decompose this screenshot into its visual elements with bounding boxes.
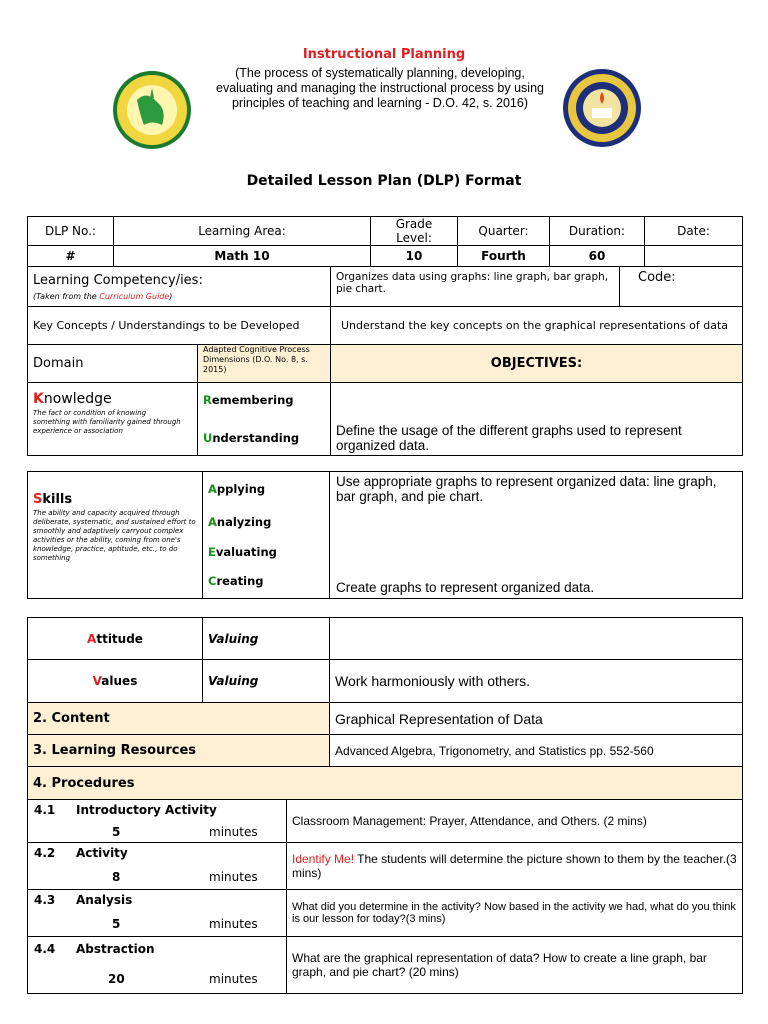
- remembering-level: [203, 393, 294, 407]
- content-label: 2. Content: [28, 703, 330, 735]
- creating-initial: C: [208, 574, 217, 588]
- learning-resources-value: Advanced Algebra, Trigonometry, and Statistics pp. 552-560: [330, 735, 743, 767]
- learning-competency-label-cell: [28, 267, 331, 307]
- school-seal-logo: [562, 68, 642, 148]
- procedure-4-3-minutes: 5: [112, 917, 121, 931]
- duration-label: Duration:: [550, 217, 645, 246]
- applying-initial: A: [208, 482, 217, 496]
- skills-objectives-cell: [330, 472, 743, 599]
- applying-level: [208, 482, 265, 496]
- lesson-plan-table-1: [27, 216, 743, 456]
- procedure-4-1-minutes-label: minutes: [209, 825, 258, 839]
- analyzing-initial: A: [208, 515, 217, 529]
- procedure-4-2-number: 4.2: [34, 846, 56, 860]
- knowledge-initial: K: [33, 391, 44, 407]
- knowledge-rest: nowledge: [43, 391, 112, 407]
- procedure-4-4-text: What are the graphical representation of data? How to create a line graph, bar graph, and pie chart? (20 mins): [287, 937, 743, 994]
- attitude-level: Valuing: [203, 618, 330, 660]
- procedure-4-4-minutes: 20: [108, 972, 125, 986]
- creating-level: [208, 574, 264, 588]
- procedure-4-3-number: 4.3: [34, 893, 56, 907]
- understanding-initial: U: [203, 431, 213, 445]
- cognitive-dimensions-label: Adapted Cognitive Process Dimensions (D.O. No. 8, s. 2015): [198, 345, 331, 383]
- skills-objective-2: Create graphs to represent organized data.: [336, 580, 595, 595]
- code-label: Code:: [620, 267, 743, 307]
- procedure-4-2-minutes: 8: [112, 870, 121, 884]
- learning-competency-value: Organizes data using graphs: line graph, bar graph, pie chart.: [331, 267, 620, 307]
- skills-initial: S: [33, 492, 43, 507]
- lesson-plan-table-3: [27, 617, 743, 994]
- values-label: [28, 660, 203, 703]
- knowledge-description: The fact or condition of knowing something with familiarity gained through experience or association: [33, 409, 181, 435]
- skills-levels-cell: [203, 472, 330, 599]
- knowledge-heading: [33, 391, 192, 407]
- procedure-4-1-cell: [28, 800, 287, 843]
- duration-value: 60: [550, 246, 645, 267]
- skills-heading: [33, 492, 197, 507]
- note-suffix: ): [169, 291, 173, 301]
- content-value: Graphical Representation of Data: [330, 703, 743, 735]
- procedure-4-4-number: 4.4: [34, 942, 56, 956]
- applying-rest: pplying: [216, 482, 266, 496]
- note-prefix: (Taken from the: [33, 291, 100, 301]
- dlp-no-value: #: [28, 246, 114, 267]
- attitude-initial: A: [87, 631, 97, 646]
- procedure-4-1-text: Classroom Management: Prayer, Attendance, and Others. (2 mins): [287, 800, 743, 843]
- evaluating-initial: E: [208, 545, 216, 559]
- procedure-4-2-cell: [28, 843, 287, 890]
- values-objective: Work harmoniously with others.: [330, 660, 743, 703]
- procedure-4-2-minutes-label: minutes: [209, 870, 258, 884]
- identify-me-highlight: Identify Me!: [292, 852, 355, 866]
- understanding-rest: nderstanding: [212, 431, 300, 445]
- procedure-4-2-title: Activity: [76, 846, 128, 860]
- dlp-no-label: DLP No.:: [28, 217, 114, 246]
- knowledge-levels-cell: [198, 383, 331, 456]
- procedure-4-2-text: The students will determine the picture shown to them by the teacher.(3 mins): [292, 852, 737, 880]
- procedure-4-4-minutes-label: minutes: [209, 972, 258, 986]
- grade-level-label: Grade Level:: [371, 217, 458, 246]
- procedure-4-1-minutes: 5: [112, 825, 121, 839]
- values-level: Valuing: [203, 660, 330, 703]
- date-value: [645, 246, 743, 267]
- knowledge-cell: [28, 383, 198, 456]
- creating-rest: reating: [216, 574, 264, 588]
- learning-resources-label: 3. Learning Resources: [28, 735, 330, 767]
- knowledge-objective: Define the usage of the different graphs used to represent organized data.: [331, 383, 743, 456]
- deped-seal-logo: [112, 70, 192, 150]
- procedure-4-1-number: 4.1: [34, 803, 56, 817]
- quarter-label: Quarter:: [458, 217, 550, 246]
- evaluating-rest: valuating: [215, 545, 277, 559]
- skills-description: The ability and capacity acquired through deliberate, systematic, and sustained effort to smoothly and adaptively carryout complex activities or the ability, coming from one's knowledge, practice, aptitude, etc., to do something: [33, 509, 196, 562]
- instructional-planning-description: (The process of systematically planning, developing, evaluating and managing the instructional process by using principles of teaching and learning - D.O. 42, s. 2016): [216, 66, 544, 110]
- grade-level-value: 10: [371, 246, 458, 267]
- quarter-value: Fourth: [458, 246, 550, 267]
- procedure-4-3-text: What did you determine in the activity? Now based in the activity we had, what do you think is our lesson for today?(3 mins): [287, 890, 743, 937]
- remembering-rest: emembering: [211, 393, 294, 407]
- understanding-level: [203, 431, 299, 445]
- date-label: Date:: [645, 217, 743, 246]
- values-initial: V: [92, 674, 102, 688]
- evaluating-level: [208, 545, 277, 559]
- curriculum-guide-link: Curriculum Guide: [99, 291, 170, 301]
- attitude-rest: ttitude: [96, 631, 143, 646]
- skills-cell: [28, 472, 203, 599]
- skills-objective-1: Use appropriate graphs to represent organized data: line graph, bar graph, and pie chart.: [336, 474, 717, 504]
- skills-rest: kills: [42, 492, 73, 507]
- instructional-planning-title: Instructional Planning: [302, 47, 466, 62]
- values-rest: alues: [101, 674, 138, 688]
- procedure-4-4-cell: [28, 937, 287, 994]
- dlp-format-title: Detailed Lesson Plan (DLP) Format: [246, 173, 522, 189]
- analyzing-level: [208, 515, 271, 529]
- curriculum-guide-note: [33, 292, 325, 301]
- attitude-label: [28, 618, 203, 660]
- procedure-4-4-title: Abstraction: [76, 942, 155, 956]
- procedure-4-3-cell: [28, 890, 287, 937]
- key-concepts-value: Understand the key concepts on the graphical representations of data: [331, 307, 743, 345]
- objectives-heading: OBJECTIVES:: [331, 345, 743, 383]
- procedure-4-2-text-cell: [287, 843, 743, 890]
- remembering-initial: R: [203, 393, 212, 407]
- procedure-4-3-minutes-label: minutes: [209, 917, 258, 931]
- learning-competency-label: Learning Competency/ies:: [33, 272, 203, 288]
- key-concepts-label: Key Concepts / Understandings to be Developed: [28, 307, 331, 345]
- domain-label: Domain: [28, 345, 198, 383]
- attitude-objective: [330, 618, 743, 660]
- analyzing-rest: nalyzing: [216, 515, 272, 529]
- procedures-label: 4. Procedures: [28, 767, 743, 800]
- learning-area-label: Learning Area:: [114, 217, 371, 246]
- lesson-plan-table-2: [27, 471, 743, 599]
- procedure-4-3-title: Analysis: [76, 893, 133, 907]
- learning-area-value: Math 10: [114, 246, 371, 267]
- procedure-4-1-title: Introductory Activity: [76, 803, 217, 817]
